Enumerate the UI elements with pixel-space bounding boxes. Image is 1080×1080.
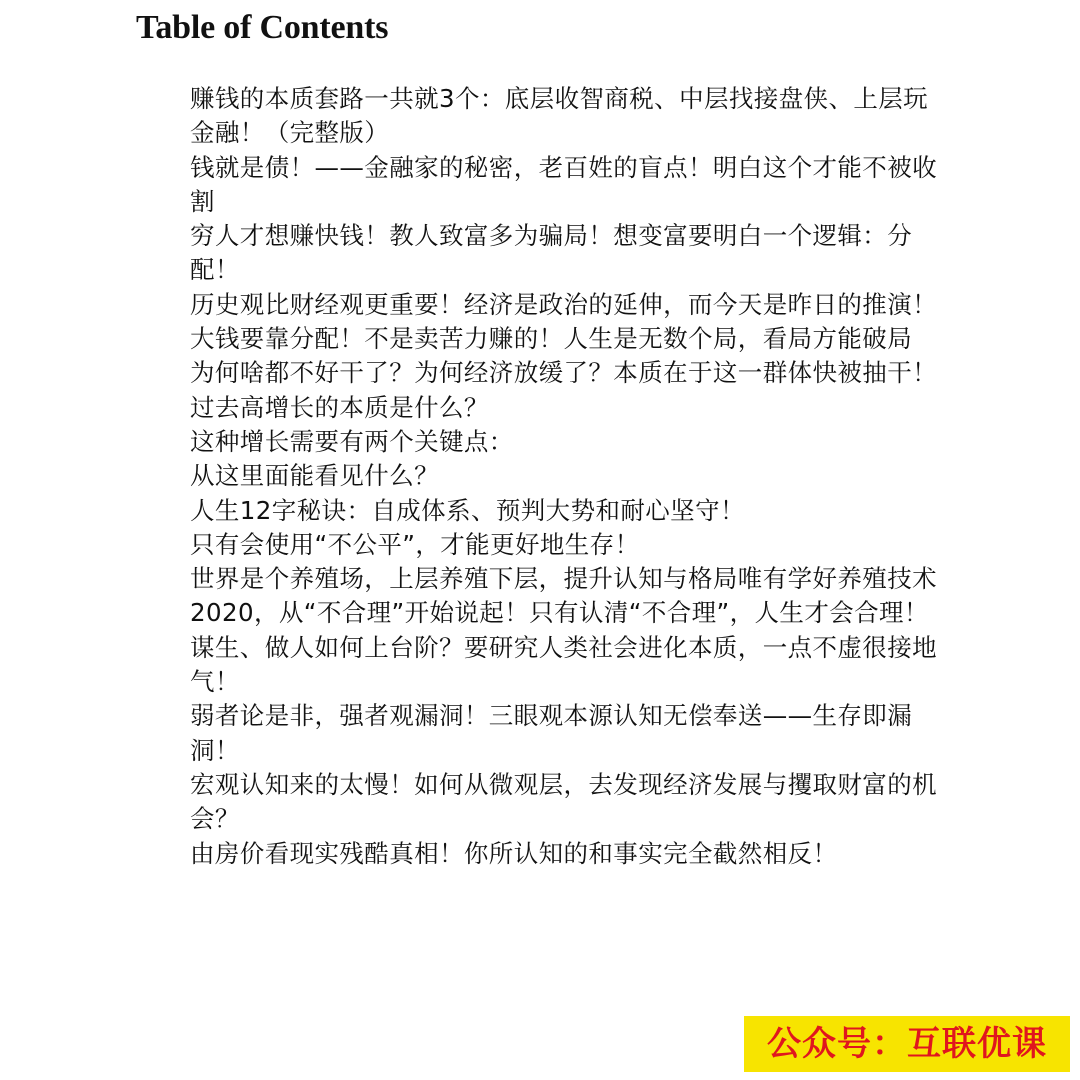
toc-item[interactable]: 赚钱的本质套路一共就3个：底层收智商税、中层找接盘侠、上层玩金融！（完整版） xyxy=(190,84,929,148)
toc-item[interactable]: 世界是个养殖场，上层养殖下层，提升认知与格局唯有学好养殖技术 xyxy=(190,564,937,594)
toc-item[interactable]: 大钱要靠分配！不是卖苦力赚的！人生是无数个局，看局方能破局 xyxy=(190,324,913,354)
toc-item[interactable]: 只有会使用“不公平”，才能更好地生存！ xyxy=(190,529,640,559)
toc-item[interactable]: 穷人才想赚快钱！教人致富多为骗局！想变富要明白一个逻辑：分配！ xyxy=(190,221,913,285)
toc-item[interactable]: 这种增长需要有两个关键点： xyxy=(190,426,514,456)
toc-item[interactable]: 宏观认知来的太慢！如何从微观层，去发现经济发展与攫取财富的机会？ xyxy=(190,769,937,834)
toc-item[interactable]: 过去高增长的本质是什么？ xyxy=(190,392,489,422)
toc-item[interactable]: 从这里面能看见什么？ xyxy=(190,461,439,491)
toc-item[interactable]: 为何啥都不好干了？为何经济放缓了？本质在于这一群体快被抽干！ xyxy=(190,358,937,388)
watermark-banner: 公众号：互联优课 xyxy=(744,1016,1070,1072)
toc-item[interactable]: 2020，从“不合理”开始说起！只有认清“不合理”，人生才会合理！ xyxy=(190,598,929,628)
toc-item[interactable]: 由房价看现实残酷真相！你所认知的和事实完全截然相反！ xyxy=(190,838,838,868)
page-title: Table of Contents xyxy=(136,9,389,46)
toc-item[interactable]: 人生12字秘诀：自成体系、预判大势和耐心坚守！ xyxy=(190,495,745,525)
toc-item[interactable]: 谋生、做人如何上台阶？要研究人类社会进化本质，一点不虚很接地气！ xyxy=(190,632,937,697)
toc-item[interactable]: 钱就是债！——金融家的秘密，老百姓的盲点！明白这个才能不被收割 xyxy=(190,152,937,216)
toc-list xyxy=(190,82,940,871)
toc-item[interactable]: 历史观比财经观更重要！经济是政治的延伸，而今天是昨日的推演！ xyxy=(190,289,937,319)
toc-item[interactable]: 弱者论是非，强者观漏洞！三眼观本源认知无偿奉送——生存即漏洞！ xyxy=(190,701,913,765)
